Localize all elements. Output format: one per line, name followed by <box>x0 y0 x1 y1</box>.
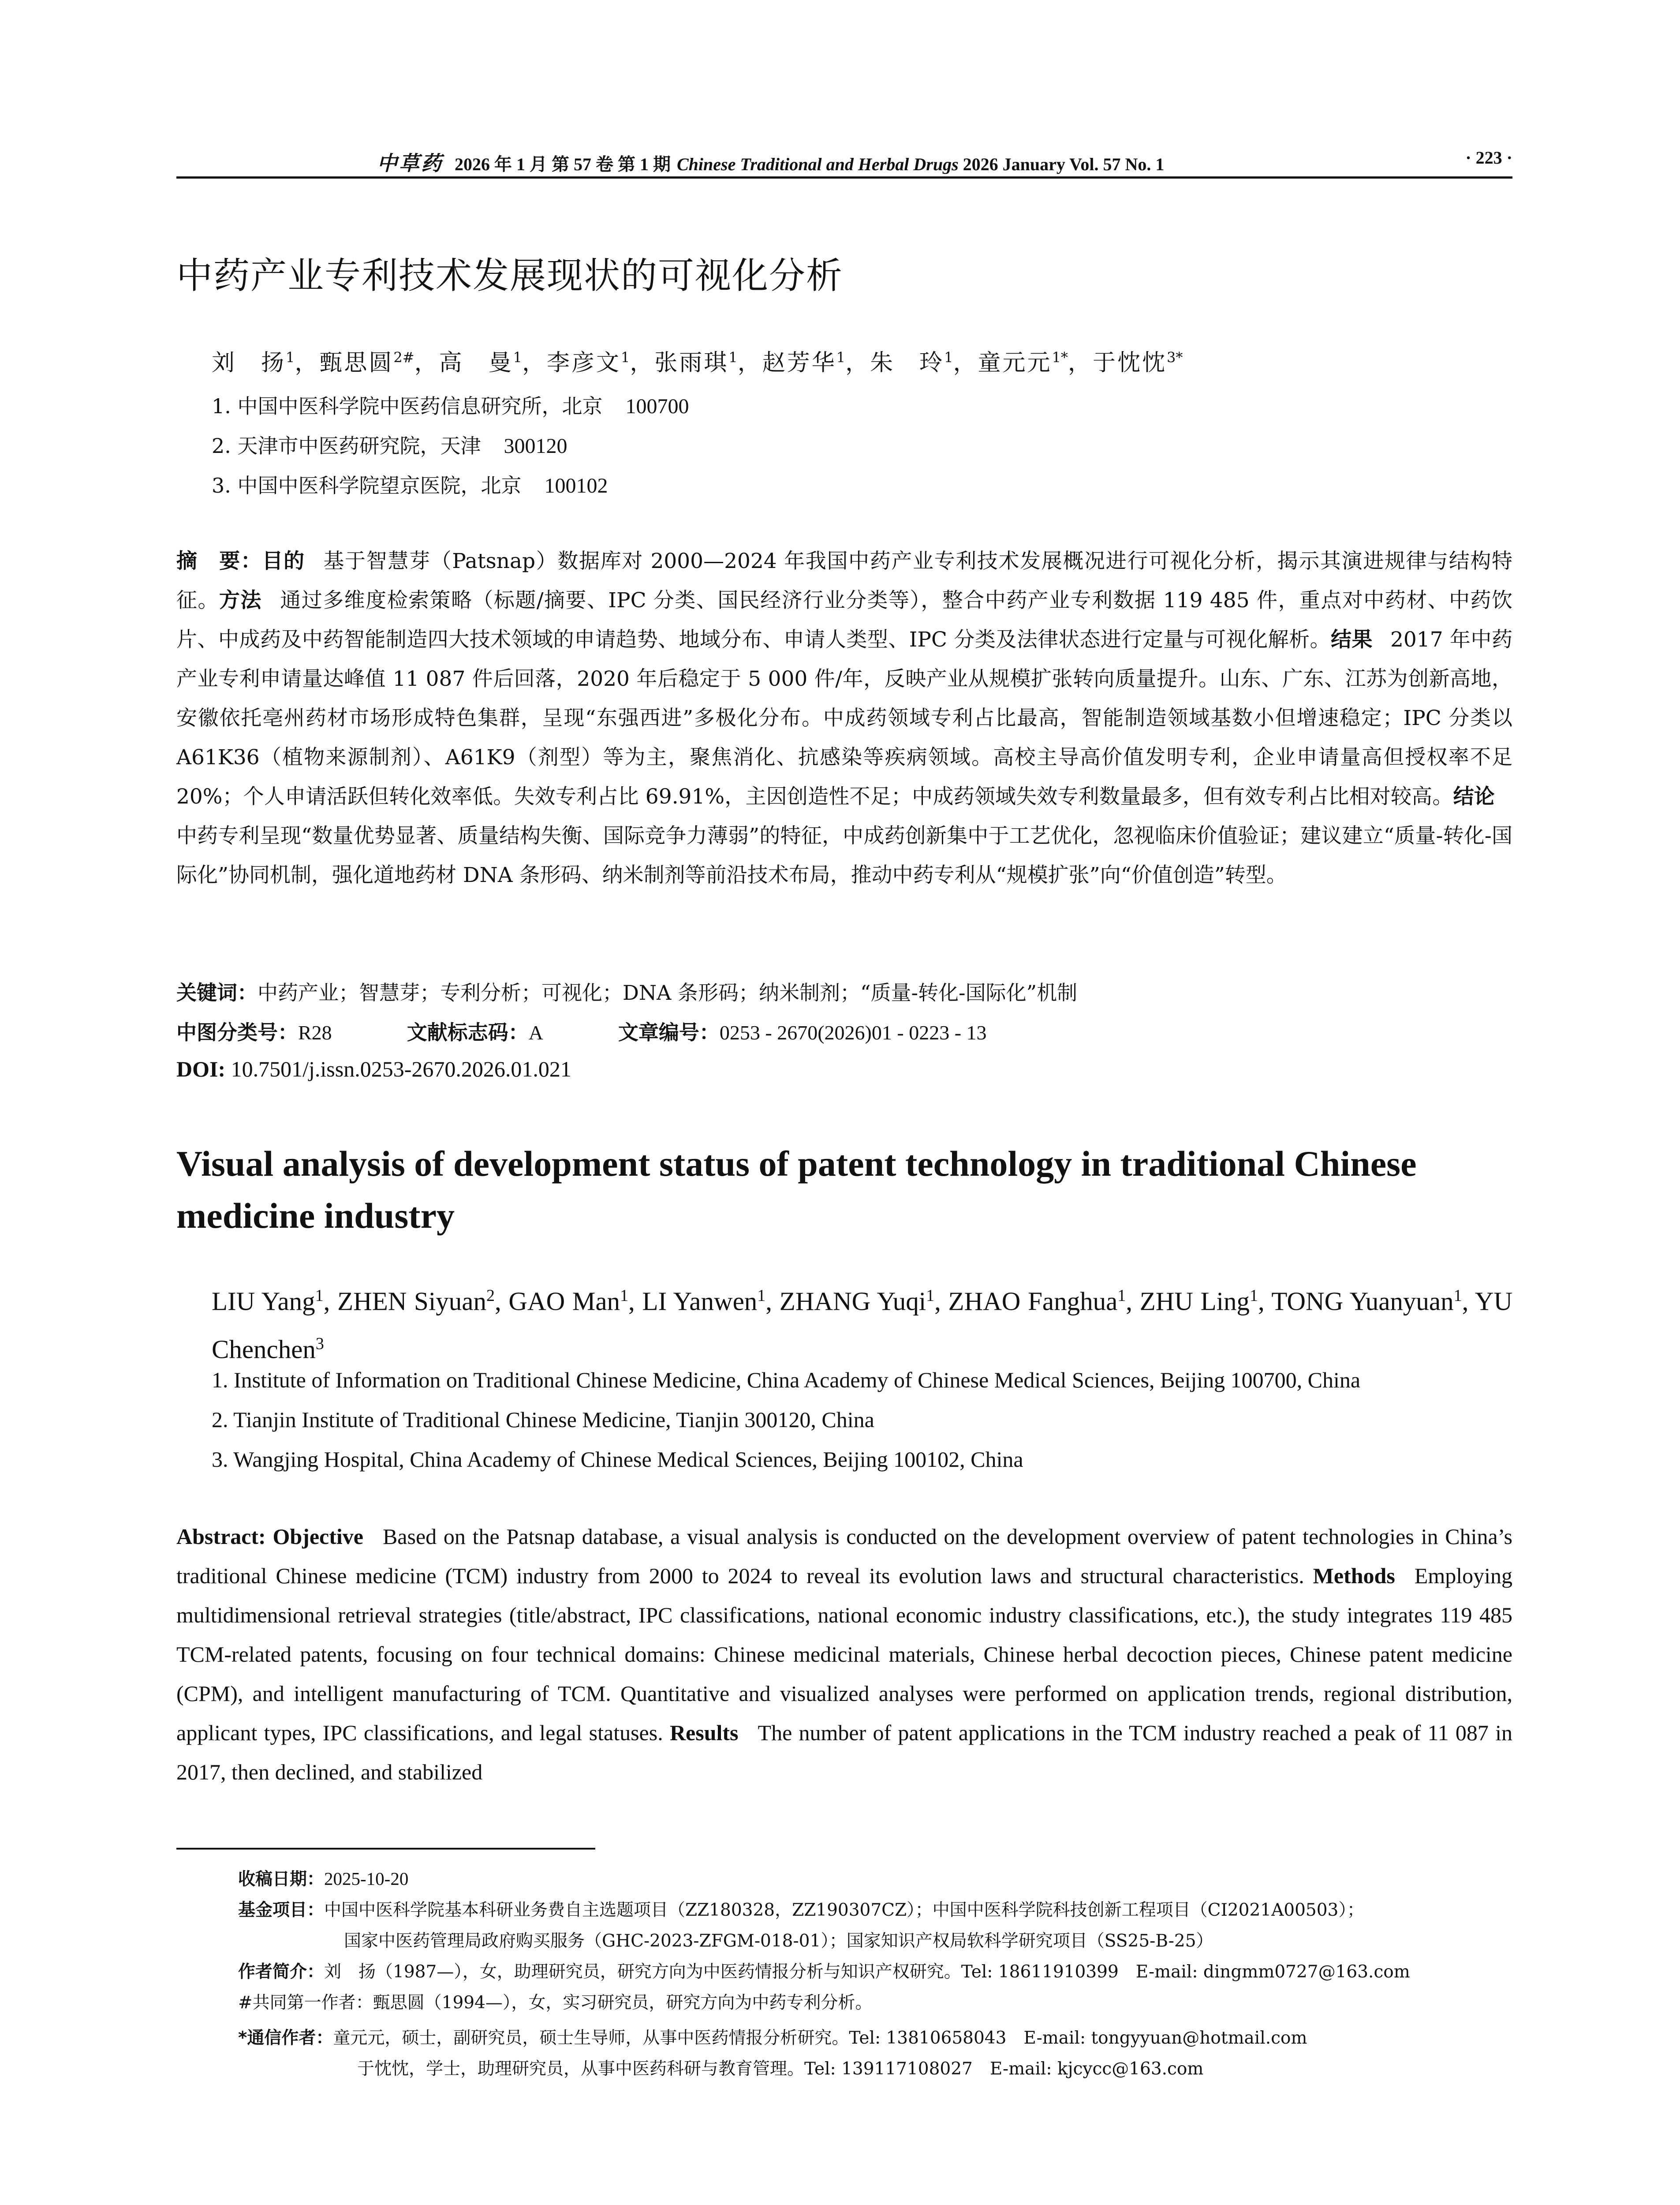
keywords-text: 中药产业；智慧芽；专利分析；可视化；DNA 条形码；纳米制剂；“质量-转化-国际化”机制 <box>258 981 1078 1005</box>
results-text-en: The number of patent applications in the TCM industry reached a peak of 11 087 in 2017, then declined, and stabilized <box>176 1720 1513 1784</box>
author-cn: 李彦文 <box>546 350 621 376</box>
journal-logo: 中草药 <box>377 151 443 175</box>
clc-value: R28 <box>298 1021 332 1044</box>
doc-code-label: 文献标志码： <box>407 1020 529 1044</box>
author-cn: 张雨琪 <box>654 350 729 376</box>
affiliation-text: 3. 中国中医科学院望京医院，北京 <box>212 474 522 497</box>
keywords-label: 关键词： <box>176 981 258 1005</box>
affiliation-en-1: 1. Institute of Information on Traditional Chinese Medicine, China Academy of Chinese Medical Sciences, Beijing 100700, China <box>212 1368 1361 1392</box>
postal-code: 300120 <box>504 434 567 458</box>
author-en: TONG Yuanyuan <box>1271 1286 1454 1316</box>
author-cn: 童元元 <box>978 350 1052 376</box>
author-sup: 1 <box>315 1286 324 1305</box>
fund-label: 基金项目： <box>238 1900 325 1920</box>
title-cn: 中药产业专利技术发展现状的可视化分析 <box>176 255 844 297</box>
methods-label-en: Methods <box>1313 1563 1395 1588</box>
results-label: 结果 <box>1331 628 1373 652</box>
received-label: 收稿日期： <box>238 1869 325 1889</box>
objective-text: 基于智慧芽（Patsnap）数据库对 2000—2024 年我国中药产业专利技术发展概况进行可视化分析，揭示其演进规律与结构特征。 <box>176 549 1513 613</box>
methods-text-en: Employing multidimensional retrieval strategies (title/abstract, IPC classifications, national economic industry classifications, etc.), the study integrates 119 485 TCM-related patents, focusing on four technical domains: Chinese medicinal materials, Chinese herbal decoction pieces, Chinese patent medicine (CPM), and intelligent manufacturing of TCM. Quantitative and visualized analyses were performed on application trends, regional distribution, applicant types, IPC classifications, and legal statuses. <box>176 1563 1512 1745</box>
methods-text: 通过多维度检索策略（标题/摘要、IPC 分类、国民经济行业分类等），整合中药产业专利数据 119 485 件，重点对中药材、中药饮片、中成药及中药智能制造四大技术领域的申请趋势、地域分布、申请人类型、IPC 分类及法律状态进行定量与可视化解析。 <box>176 588 1513 652</box>
author-sup: 1 <box>621 349 630 366</box>
journal-en: Chinese Traditional and Herbal Drugs <box>677 154 959 174</box>
footnote-corresponding-cont: 于忱忱，学士，助理研究员，从事中医药科研与教育管理。Tel: 139117108027 E-mail: kjcycc@163.com <box>357 2059 1204 2079</box>
author-sup: 1* <box>1052 349 1068 366</box>
author-sup: 1 <box>836 349 846 366</box>
abstract-label: 摘 要： <box>176 549 262 573</box>
affiliation-cn-1 <box>212 390 689 419</box>
author-cn: 刘 扬 <box>212 350 286 376</box>
author-sup: 3 <box>315 1334 324 1353</box>
author-en: ZHANG Yuqi <box>779 1286 926 1316</box>
doi-line <box>176 1056 571 1082</box>
author-en: YU Chenchen <box>212 1286 1513 1364</box>
author-en: ZHAO Fanghua <box>948 1286 1118 1316</box>
footnote-cofirst: #共同第一作者：甄思圆（1994—），女，实习研究员，研究方向为中药专利分析。 <box>238 1993 873 2013</box>
author-sup: 2 <box>486 1286 495 1305</box>
postal-code: 100700 <box>625 395 689 418</box>
affiliation-en-3: 3. Wangjing Hospital, China Academy of Chinese Medical Sciences, Beijing 100102, China <box>212 1447 1023 1472</box>
objective-text-en: Based on the Patsnap database, a visual analysis is conducted on the development overview of patent technologies in China’s traditional Chinese medicine (TCM) industry from 2000 to 2024 to reveal its evolution laws and structural characteristics. <box>176 1524 1513 1588</box>
results-text: 2017 年中药产业专利申请量达峰值 11 087 件后回落，2020 年后稳定于 5 000 件/年，反映产业从规模扩张转向质量提升。山东、广东、江苏为创新高地，安徽依托亳州药材市场形成特色集群，呈现“东强西进”多极化分布。中成药领域专利占比最高，智能制造领域基数小但增速稳定；IPC 分类以 A61K36（植物来源制剂）、A61K9（剂型）等为主，聚焦消化、抗感染等疾病领域。高校主导高价值发明专利，企业申请量高但授权率不足 20%；个人申请活跃但转化效率低。失效专利占比 69.91%，主因创造性不足；中成药领域失效专利数量最多，但有效专利占比相对较高。 <box>176 628 1512 809</box>
author-cn: 高 曼 <box>439 350 513 376</box>
author-sup: 1 <box>1250 1286 1258 1305</box>
footnote-fund <box>238 1896 1364 1921</box>
footnote-author <box>238 1958 1410 1983</box>
author-en: LIU Yang <box>212 1286 315 1316</box>
author-sup: 1 <box>926 1286 935 1305</box>
author-cn: 赵芳华 <box>762 350 836 376</box>
authors-en: LIU Yang$^1$, ZHEN Siyuan$^2$, GAO Man$^1$, LI Yanwen$^1$, ZHANG Yuqi$^1$, ZHAO Fanghua$^1$, ZHU Ling$^1$, TONG Yuanyuan$^1$, YU Chenchen$^3$ <box>212 1286 1513 1364</box>
footnote-corresponding <box>238 2024 1307 2049</box>
author-sup: 2# <box>393 349 414 366</box>
corr-line-1: 童元元，硕士，副研究员，硕士生导师，从事中医药情报分析研究。Tel: 13810658043 E-mail: tongyyuan@hotmail.com <box>333 2028 1307 2048</box>
doc-code-value: A <box>528 1021 543 1044</box>
author-bio: 刘 扬（1987—），女，助理研究员，研究方向为中医药情报分析与知识产权研究。Tel: 18611910399 E-mail: dingmm0727@163.com <box>324 1962 1410 1982</box>
abstract-en <box>176 1517 1512 1792</box>
header-rule <box>176 176 1512 179</box>
methods-label: 方法 <box>219 588 262 613</box>
conclusion-label: 结论 <box>1453 785 1495 809</box>
author-sup: 1 <box>1453 1286 1462 1305</box>
affiliation-cn-2 <box>212 430 567 459</box>
doi-label: DOI: <box>176 1057 226 1081</box>
page-number: · 223 · <box>1465 148 1512 168</box>
issue-en: 2026 January Vol. 57 No. 1 <box>963 154 1165 174</box>
abstract-cn <box>176 542 1512 895</box>
affiliation-en-2: 2. Tianjin Institute of Traditional Chinese Medicine, Tianjin 300120, China <box>212 1407 874 1432</box>
author-sup: 1 <box>513 349 522 366</box>
results-label-en: Results <box>669 1720 739 1745</box>
objective-label: 目的 <box>262 549 305 573</box>
affiliation-cn-3 <box>212 470 608 499</box>
corr-label: *通信作者： <box>238 2028 333 2048</box>
keywords <box>176 977 1077 1006</box>
received-date: 2025-10-20 <box>324 1869 409 1889</box>
footnote-rule <box>176 1848 595 1850</box>
doi-value[interactable]: 10.7501/j.issn.0253-2670.2026.01.021 <box>231 1057 571 1081</box>
author-en: ZHEN Siyuan <box>337 1286 486 1316</box>
author-en: LI Yanwen <box>642 1286 758 1316</box>
footnote-fund-cont: 国家中医药管理局政府购买服务（GHC-2023-ZFGM-018-01）；国家知识产权局软科学研究项目（SS25-B-25） <box>344 1931 1213 1951</box>
affiliation-text: 1. 中国中医科学院中医药信息研究所，北京 <box>212 394 603 418</box>
author-sup: 1 <box>286 349 295 366</box>
author-sup: 1 <box>620 1286 629 1305</box>
author-sup: 1 <box>728 349 738 366</box>
author-sup: 1 <box>1117 1286 1126 1305</box>
abstract-label-en: Abstract: <box>176 1524 266 1549</box>
title-en: Visual analysis of development status of patent technology in traditional Chinese medicine industry <box>176 1144 1417 1236</box>
author-bio-label: 作者简介： <box>238 1962 325 1982</box>
clc-label: 中图分类号： <box>176 1020 298 1044</box>
authors-cn: 刘 扬$^1$，甄思圆$^{2\#}$，高 曼$^1$，李彦文$^1$，张雨琪$^1$，赵芳华$^1$，朱 玲$^1$，童元元$^{1*}$，于忱忱$^{3*}$ <box>212 349 1183 376</box>
author-sup: 3* <box>1166 349 1183 366</box>
author-en: GAO Man <box>508 1286 620 1316</box>
running-header <box>176 145 1512 176</box>
objective-label-en: Objective <box>273 1524 363 1549</box>
fund-line-1: 中国中医科学院基本科研业务费自主选题项目（ZZ180328，ZZ190307CZ）；中国中医科学院科技创新工程项目（CI2021A00503）； <box>324 1900 1364 1920</box>
conclusion-text: 中药专利呈现“数量优势显著、质量结构失衡、国际竞争力薄弱”的特征，中成药创新集中于工艺优化，忽视临床价值验证；建议建立“质量-转化-国际化”协同机制，强化道地药材 DNA 条形码、纳米制剂等前沿技术布局，推动中药专利从“规模扩张”向“价值创造”转型。 <box>176 824 1512 887</box>
author-sup: 1 <box>757 1286 766 1305</box>
article-no-value: 0253 - 2670(2026)01 - 0223 - 13 <box>719 1021 987 1044</box>
footnote-received <box>238 1865 408 1890</box>
affiliation-text: 2. 天津市中医药研究院，天津 <box>212 434 481 458</box>
author-sup: 1 <box>944 349 953 366</box>
author-cn: 甄思圆 <box>319 350 394 376</box>
classification-line <box>176 1017 987 1046</box>
postal-code: 100102 <box>544 474 608 497</box>
author-cn: 于忱忱 <box>1092 350 1167 376</box>
author-en: ZHU Ling <box>1139 1286 1250 1316</box>
issue-cn: 2026 年 1 月 第 57 卷 第 1 期 <box>455 154 671 174</box>
article-no-label: 文章编号： <box>618 1020 720 1044</box>
author-cn: 朱 玲 <box>870 350 945 376</box>
